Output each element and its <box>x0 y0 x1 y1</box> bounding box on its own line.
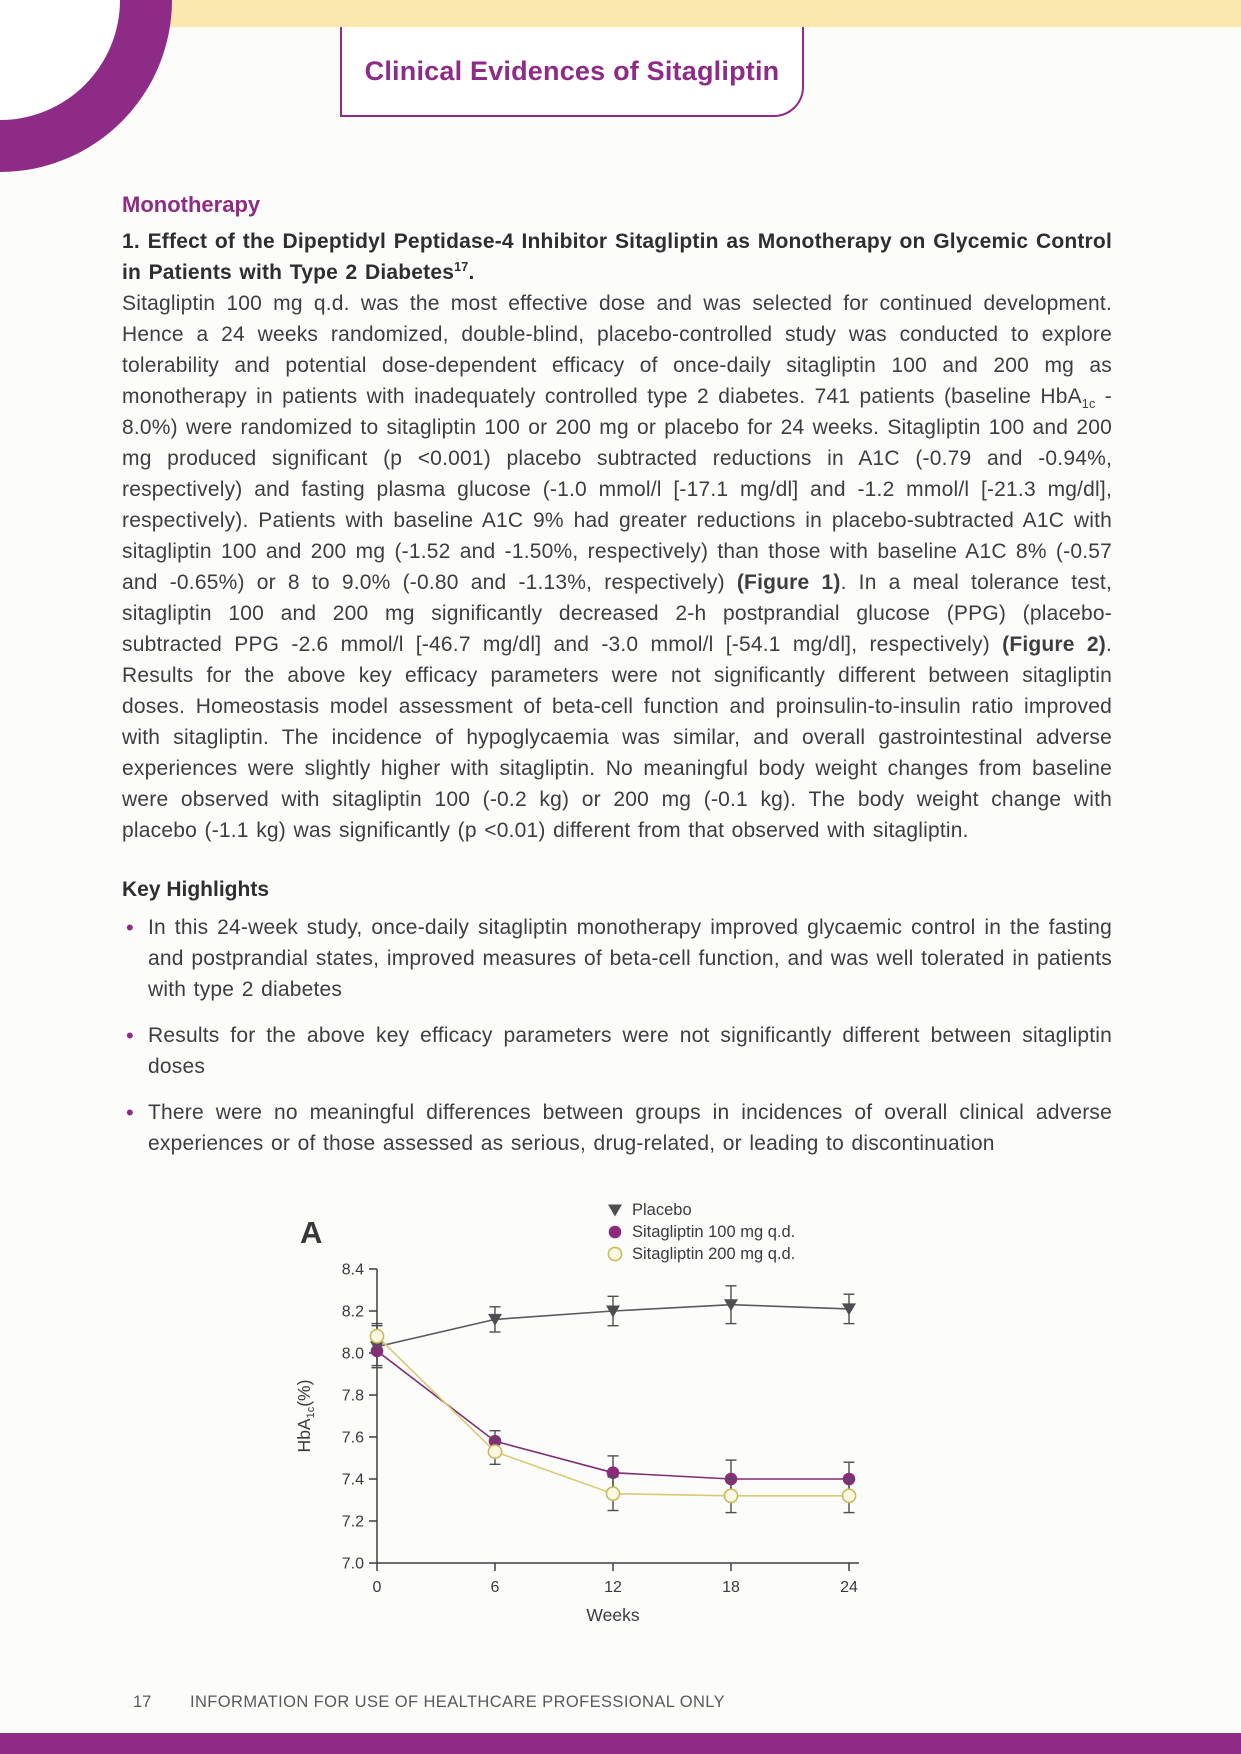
open-circle-marker-icon <box>608 1247 621 1260</box>
key-highlights-heading: Key Highlights <box>122 878 270 901</box>
y-tick-label: 8.4 <box>341 1261 364 1279</box>
list-item <box>122 1020 1112 1082</box>
list-item <box>122 912 1112 1005</box>
bullet-text: There were no meaningful differences between groups in incidences of overall clinical adverse experiences or of those assessed as serious, drug-related, or leading to discontinuation <box>148 1101 1112 1155</box>
series-placebo <box>370 1286 856 1368</box>
filled-circle-marker-icon <box>609 1226 622 1239</box>
y-tick-label: 7.8 <box>341 1387 364 1405</box>
study-title: 1. Effect of the Dipeptidyl Peptidase-4 Inhibitor Sitagliptin as Monotherapy on Glycemic Control in Patients with Type 2 Diabetes$^{17}$. <box>122 230 1112 284</box>
y-tick-label: 7.2 <box>341 1513 364 1531</box>
x-axis-label: Weeks <box>586 1605 640 1625</box>
y-tick-label: 8.2 <box>341 1303 364 1321</box>
x-tick-label: 18 <box>722 1579 740 1596</box>
x-tick-label: 6 <box>490 1579 500 1596</box>
open-circle-marker-icon <box>488 1445 501 1458</box>
panel-label: A <box>300 1215 323 1250</box>
page-number: 17 <box>133 1693 152 1711</box>
y-tick-label: 8.0 <box>341 1345 364 1363</box>
open-circle-marker-icon <box>370 1330 383 1343</box>
bullet-text: Results for the above key efficacy parameters were not significantly different between sitagliptin doses <box>148 1024 1112 1078</box>
x-tick-label: 0 <box>372 1579 382 1596</box>
study-paragraph: Sitagliptin 100 mg q.d. was the most effective dose and was selected for continued development. Hence a 24 weeks randomized, double-blind, placebo-controlled study was conducted to explore tolerability and potential dose-dependent efficacy of once-daily sitagliptin 100 and 200 mg as monotherapy in patients with inadequately controlled type 2 diabetes. 741 patients (baseline HbA$_{1c}$ - 8.0%) were randomized to sitagliptin 100 or 200 mg or placebo for 24 weeks. Sitagliptin 100 and 200 mg produced significant (p <0.001) placebo subtracted reductions in A1C (-0.79 and -0.94%, respectively) and fasting plasma glucose (-1.0 mmol/l [-17.1 mg/dl] and -1.2 mmol/l [-21.3 mg/dl], respectively). Patients with baseline A1C 9% had greater reductions in placebo-subtracted A1C with sitagliptin 100 and 200 mg (-1.52 and -1.50%, respectively) than those with baseline A1C 8% (-0.57 and -0.65%) or 8 to 9.0% (-0.80 and -1.13%, respectively) (Figure 1). In a meal tolerance test, sitagliptin 100 and 200 mg significantly decreased 2-h postprandial glucose (PPG) (placebo-subtracted PPG -2.6 mmol/l [-46.7 mg/dl] and -3.0 mmol/l [-54.1 mg/dl], respectively) (Figure 2). Results for the above key efficacy parameters were not significantly different between sitagliptin doses. Homeostasis model assessment of beta-cell function and proinsulin-to-insulin ratio improved with sitagliptin. The incidence of hypoglycaemia was similar, and overall gastrointestinal adverse experiences were slightly higher with sitagliptin. No meaningful body weight changes from baseline were observed with sitagliptin 100 (-0.2 kg) or 200 mg (-0.1 kg). The body weight change with placebo (-1.1 kg) was significantly (p <0.01) different from that observed with sitagliptin. <box>122 292 1113 842</box>
open-circle-marker-icon <box>606 1487 619 1500</box>
page-title: Clinical Evidences of Sitagliptin <box>364 55 780 86</box>
main-content <box>122 192 1112 1644</box>
triangle-marker-icon <box>608 1205 622 1217</box>
y-tick-label: 7.0 <box>341 1555 364 1573</box>
open-circle-marker-icon <box>724 1489 737 1502</box>
x-tick-label: 24 <box>840 1579 858 1596</box>
title-box <box>340 27 804 117</box>
legend-label: Placebo <box>632 1201 692 1219</box>
figure-panel-a <box>282 1199 922 1644</box>
hba1c-line-chart <box>282 1199 922 1644</box>
legend-label: Sitagliptin 100 mg q.d. <box>632 1223 796 1241</box>
chart-legend <box>608 1201 795 1263</box>
legend-label: Sitagliptin 200 mg q.d. <box>632 1245 796 1263</box>
x-tick-label: 12 <box>604 1579 622 1596</box>
footer-bar <box>0 1733 1241 1754</box>
chart-axes <box>294 1262 859 1626</box>
section-heading: Monotherapy <box>122 192 261 217</box>
footer-disclaimer: INFORMATION FOR USE OF HEALTHCARE PROFESSIONAL ONLY <box>190 1693 726 1711</box>
list-item <box>122 1097 1112 1159</box>
key-highlights-list <box>122 912 1112 1159</box>
bullet-text: In this 24-week study, once-daily sitagliptin monotherapy improved glycaemic control in the fasting and postprandial states, improved measures of beta-cell function, and was well tolerated in patients with type 2 diabetes <box>148 916 1112 1001</box>
series-sitagliptin-200-mg-q-d <box>370 1324 855 1513</box>
y-tick-label: 7.4 <box>341 1471 364 1489</box>
y-tick-label: 7.6 <box>341 1429 364 1447</box>
corner-arc-decoration <box>0 0 200 200</box>
series-sitagliptin-100-mg-q-d <box>371 1336 856 1498</box>
y-axis-label: HbA$_{1c}$(%) <box>294 1379 317 1453</box>
open-circle-marker-icon <box>842 1489 855 1502</box>
